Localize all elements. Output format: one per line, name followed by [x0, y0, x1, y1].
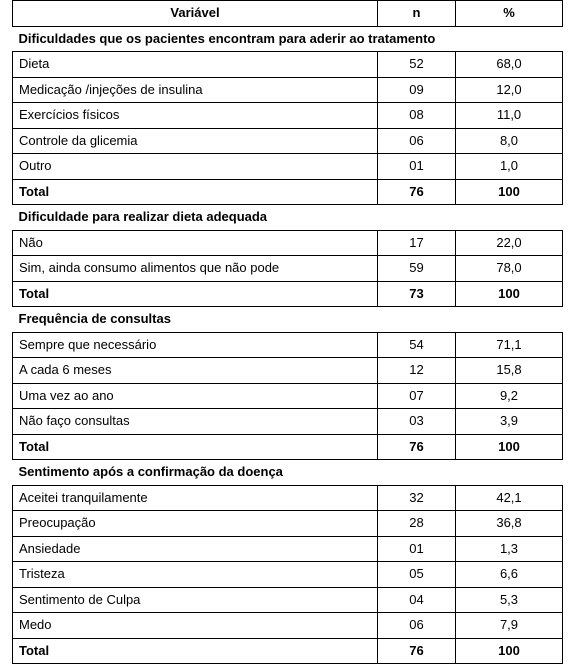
section-feeling-after-diagnosis [13, 460, 563, 664]
section-title: Sentimento após a confirmação da doença [13, 460, 563, 486]
total-row [13, 434, 563, 460]
row-percent: 1,0 [456, 154, 563, 180]
row-n: 05 [378, 562, 456, 588]
table-row [13, 511, 563, 537]
total-percent: 100 [456, 179, 563, 205]
table-row [13, 154, 563, 180]
table-row [13, 52, 563, 78]
table-row [13, 613, 563, 639]
row-label: Ansiedade [13, 536, 378, 562]
table-row [13, 587, 563, 613]
total-label: Total [13, 638, 378, 664]
table-row [13, 103, 563, 129]
row-percent: 7,9 [456, 613, 563, 639]
row-label: Não faço consultas [13, 409, 378, 435]
row-label: Outro [13, 154, 378, 180]
row-label: Não [13, 230, 378, 256]
total-row [13, 281, 563, 307]
total-row [13, 638, 563, 664]
row-n: 09 [378, 77, 456, 103]
row-n: 52 [378, 52, 456, 78]
row-percent: 11,0 [456, 103, 563, 129]
total-label: Total [13, 281, 378, 307]
section-title-row [13, 460, 563, 486]
total-n: 73 [378, 281, 456, 307]
row-label: Exercícios físicos [13, 103, 378, 129]
total-n: 76 [378, 179, 456, 205]
row-percent: 3,9 [456, 409, 563, 435]
row-n: 32 [378, 485, 456, 511]
row-label: Tristeza [13, 562, 378, 588]
total-percent: 100 [456, 434, 563, 460]
row-label: Sentimento de Culpa [13, 587, 378, 613]
table-row [13, 409, 563, 435]
data-table [12, 0, 563, 664]
row-n: 08 [378, 103, 456, 129]
section-title: Dificuldades que os pacientes encontram para aderir ao tratamento [13, 26, 563, 52]
total-n: 76 [378, 434, 456, 460]
header-n: n [378, 1, 456, 27]
section-title-row [13, 307, 563, 333]
section-difficulties-adherence [13, 26, 563, 205]
row-n: 06 [378, 613, 456, 639]
row-n: 07 [378, 383, 456, 409]
row-label: Controle da glicemia [13, 128, 378, 154]
row-n: 04 [378, 587, 456, 613]
row-percent: 9,2 [456, 383, 563, 409]
table-row [13, 128, 563, 154]
row-n: 01 [378, 154, 456, 180]
total-n: 76 [378, 638, 456, 664]
row-label: Medicação /injeções de insulina [13, 77, 378, 103]
section-consultation-frequency [13, 307, 563, 460]
section-title: Dificuldade para realizar dieta adequada [13, 205, 563, 231]
row-percent: 6,6 [456, 562, 563, 588]
data-table-container [12, 0, 563, 664]
row-percent: 71,1 [456, 332, 563, 358]
row-n: 12 [378, 358, 456, 384]
table-row [13, 383, 563, 409]
row-percent: 12,0 [456, 77, 563, 103]
table-row [13, 358, 563, 384]
header-variable: Variável [13, 1, 378, 27]
row-n: 01 [378, 536, 456, 562]
total-row [13, 179, 563, 205]
row-label: Medo [13, 613, 378, 639]
row-percent: 1,3 [456, 536, 563, 562]
row-label: Dieta [13, 52, 378, 78]
row-label: Sim, ainda consumo alimentos que não pode [13, 256, 378, 282]
table-row [13, 77, 563, 103]
table-row [13, 332, 563, 358]
section-title-row [13, 205, 563, 231]
header-percent: % [456, 1, 563, 27]
row-n: 59 [378, 256, 456, 282]
section-diet-difficulty [13, 205, 563, 307]
row-percent: 8,0 [456, 128, 563, 154]
row-percent: 5,3 [456, 587, 563, 613]
row-percent: 42,1 [456, 485, 563, 511]
row-label: Uma vez ao ano [13, 383, 378, 409]
total-percent: 100 [456, 281, 563, 307]
row-label: Aceitei tranquilamente [13, 485, 378, 511]
row-label: A cada 6 meses [13, 358, 378, 384]
row-n: 28 [378, 511, 456, 537]
table-header-row [13, 1, 563, 27]
row-n: 54 [378, 332, 456, 358]
row-percent: 78,0 [456, 256, 563, 282]
row-percent: 36,8 [456, 511, 563, 537]
row-percent: 15,8 [456, 358, 563, 384]
total-label: Total [13, 179, 378, 205]
total-label: Total [13, 434, 378, 460]
row-n: 06 [378, 128, 456, 154]
table-row [13, 485, 563, 511]
table-row [13, 256, 563, 282]
section-title: Frequência de consultas [13, 307, 563, 333]
row-label: Sempre que necessário [13, 332, 378, 358]
row-label: Preocupação [13, 511, 378, 537]
row-percent: 68,0 [456, 52, 563, 78]
row-n: 17 [378, 230, 456, 256]
table-row [13, 562, 563, 588]
row-percent: 22,0 [456, 230, 563, 256]
section-title-row [13, 26, 563, 52]
total-percent: 100 [456, 638, 563, 664]
row-n: 03 [378, 409, 456, 435]
table-row [13, 230, 563, 256]
table-row [13, 536, 563, 562]
